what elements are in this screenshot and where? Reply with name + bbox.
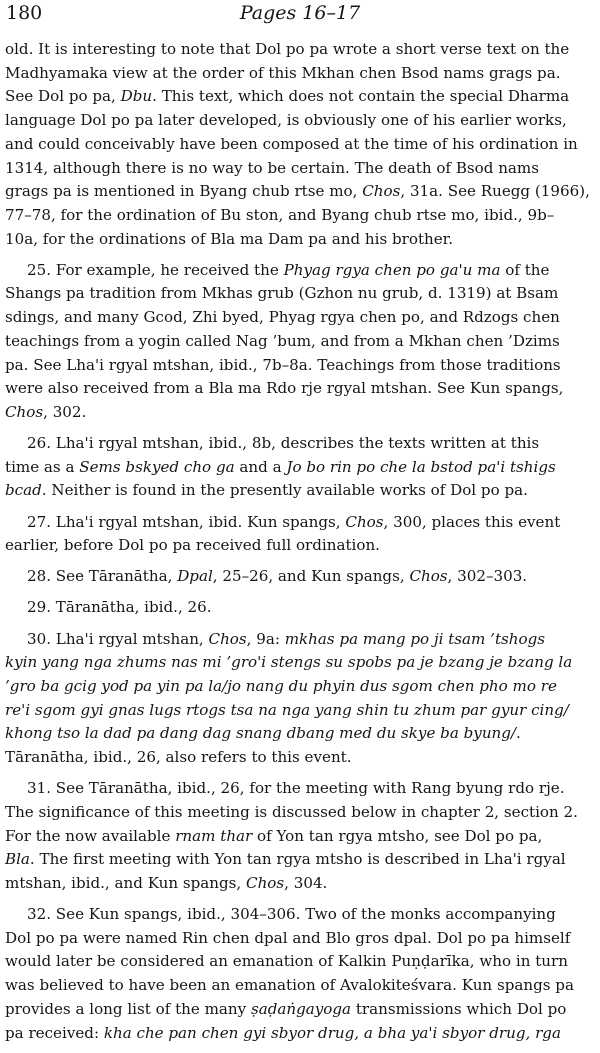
text-line <box>5 157 595 181</box>
text-line <box>5 927 595 951</box>
text-run: Madhyamaka view at the order of this Mkhan chen Bsod nams grags pa. <box>5 63 561 82</box>
text-line <box>5 950 595 974</box>
italic-text: Chos <box>409 567 448 586</box>
text-line <box>5 675 595 699</box>
endnote-paragraph <box>5 511 595 558</box>
page-number: 180 <box>6 2 43 24</box>
italic-text: khong tso la dad pa dang dag snang dbang med du skye ba byung/ <box>5 724 517 743</box>
text-run: and could conceivably have been composed at the time of his ordination in <box>5 134 578 153</box>
text-line <box>5 699 595 723</box>
text-run: , 302. <box>43 402 87 421</box>
text-run: . The first meeting with Yon tan rgya mtsho is described in Lha'i rgyal <box>29 850 566 869</box>
text-run: 10a, for the ordinations of Bla ma Dam pa and his brother. <box>5 229 454 248</box>
text-line <box>5 596 595 620</box>
text-run: were also received from a Bla ma Rdo rje rgyal mtshan. See Kun spangs, <box>5 379 564 398</box>
text-line <box>5 628 595 652</box>
text-run: , 304. <box>284 873 328 892</box>
endnote-paragraph <box>5 628 595 770</box>
text-run: , 31a. See Ruegg (1966), <box>400 182 590 201</box>
text-line <box>5 401 595 425</box>
italic-text: Chos <box>345 512 384 531</box>
text-line <box>5 85 595 109</box>
endnote-paragraph <box>5 259 595 425</box>
text-line <box>5 511 595 535</box>
text-line <box>5 722 595 746</box>
text-run: Dol po pa were named Rin chen dpal and Blo gros dpal. Dol po pa himself <box>5 928 571 947</box>
text-run: 27. Lha'i rgyal mtshan, ibid. Kun spangs, <box>27 512 346 531</box>
text-line <box>5 801 595 825</box>
running-head: Pages 16–17 <box>239 2 361 24</box>
page-header <box>0 0 600 32</box>
text-run: , 302–303. <box>447 567 528 586</box>
text-line <box>5 903 595 927</box>
endnote-paragraph <box>5 432 595 503</box>
text-run: 29. Tāranātha, ibid., 26. <box>27 598 212 617</box>
text-line <box>5 228 595 252</box>
text-line <box>5 180 595 204</box>
text-line <box>5 998 595 1022</box>
text-line <box>5 534 595 558</box>
italic-text: Chos <box>246 873 285 892</box>
text-run: time as a <box>5 457 80 476</box>
text-run: 28. See Tāranātha, <box>27 567 178 586</box>
text-line <box>5 354 595 378</box>
text-run: language Dol po pa later developed, is obviously one of his earlier works, <box>5 111 567 130</box>
italic-text: re'i sgom gyi gnas lugs rtogs tsa na nga yang shin tu zhum par gyur cing/ <box>5 700 569 719</box>
text-line <box>5 1022 595 1046</box>
text-line <box>5 825 595 849</box>
text-line <box>5 330 595 354</box>
endnote-paragraph <box>5 596 595 620</box>
text-run: was believed to have been an emanation of Avalokiteśvara. Kun spangs pa <box>5 976 574 995</box>
text-run: Tāranātha, ibid., 26, also refers to this event. <box>5 748 352 767</box>
text-run: , 300, places this event <box>383 512 561 531</box>
text-run: earlier, before Dol po pa received full ordination. <box>5 536 380 555</box>
italic-text: Bla <box>5 850 30 869</box>
text-run: pa received: <box>5 1023 104 1042</box>
text-run: would later be considered an emanation of Kalkin Puṇḍarīka, who in turn <box>5 952 568 971</box>
text-run: , 9a: <box>246 629 285 648</box>
text-line <box>5 872 595 896</box>
italic-text: Dpal <box>177 567 213 586</box>
text-run: 31. See Tāranātha, ibid., 26, for the meeting with Rang byung rdo rje. <box>27 779 565 798</box>
text-run: 26. Lha'i rgyal mtshan, ibid., 8b, describes the texts written at this <box>27 434 540 453</box>
text-run: Shangs pa tradition from Mkhas grub (Gzhon nu grub, d. 1319) at Bsam <box>5 284 559 303</box>
text-run: old. It is interesting to note that Dol po pa wrote a short verse text on the <box>5 40 570 58</box>
italic-text: mkhas pa mang po ji tsam ’tshogs <box>284 629 545 648</box>
text-run: mtshan, ibid., and Kun spangs, <box>5 873 247 892</box>
text-run: See Dol po pa, <box>5 87 121 106</box>
text-line <box>5 306 595 330</box>
endnote-paragraph <box>5 565 595 589</box>
text-line <box>5 377 595 401</box>
text-run: grags pa is mentioned in Byang chub rtse mo, <box>5 182 363 201</box>
italic-text: Chos <box>208 629 247 648</box>
text-run: . This text, which does not contain the special Dharma <box>152 87 570 106</box>
text-line <box>5 38 595 62</box>
text-run: pa. See Lha'i rgyal mtshan, ibid., 7b–8a. Teachings from those traditions <box>5 355 561 374</box>
italic-text: Phyag rgya chen po ga'u ma <box>283 260 501 279</box>
italic-text: Dbu <box>120 87 153 106</box>
text-line <box>5 133 595 157</box>
text-run: , 25–26, and Kun spangs, <box>212 567 410 586</box>
text-run: 25. For example, he received the <box>27 260 284 279</box>
text-run: provides a long list of the many <box>5 999 251 1018</box>
text-run: 32. See Kun spangs, ibid., 304–306. Two of the monks accompanying <box>27 905 556 924</box>
text-line <box>5 282 595 306</box>
text-run: For the now available <box>5 826 176 845</box>
text-run: teachings from a yogin called Nag ’bum, and from a Mkhan chen ’Dzims <box>5 331 560 350</box>
text-line <box>5 777 595 801</box>
italic-text: kha che pan chen gyi sbyor drug, a bha ya'i sbyor drug, rga <box>103 1023 561 1042</box>
text-run: and a <box>234 457 287 476</box>
endnote-paragraph <box>5 38 595 251</box>
text-run: The significance of this meeting is discussed below in chapter 2, section 2. <box>5 802 578 821</box>
italic-text: Sems bskyed cho ga <box>79 457 235 476</box>
text-line <box>5 746 595 770</box>
text-line <box>5 565 595 589</box>
text-line <box>5 432 595 456</box>
italic-text: Chos <box>362 182 401 201</box>
italic-text: Chos <box>5 402 44 421</box>
italic-text: bcad <box>5 481 42 500</box>
endnote-paragraph <box>5 903 595 1045</box>
endnotes-body <box>5 38 595 1053</box>
text-line <box>5 479 595 503</box>
text-run: of Yon tan rgya mtsho, see Dol po pa, <box>252 826 543 845</box>
text-line <box>5 109 595 133</box>
text-run: sdings, and many Gcod, Zhi byed, Phyag rgya chen po, and Rdzogs chen <box>5 308 560 327</box>
text-run: . Neither is found in the presently available works of Dol po pa. <box>41 481 528 500</box>
text-run: 30. Lha'i rgyal mtshan, <box>27 629 209 648</box>
text-run: of the <box>500 260 550 279</box>
text-run: transmissions which Dol po <box>351 999 567 1018</box>
italic-text: Jo bo rin po che la bstod pa'i tshigs <box>286 457 556 476</box>
text-line <box>5 204 595 228</box>
text-line <box>5 848 595 872</box>
italic-text: ’gro ba gcig yod pa yin pa la/jo nang du phyin dus sgom chen pho mo re <box>5 676 557 695</box>
italic-text: ṣaḍaṅgayoga <box>250 999 352 1018</box>
italic-text: kyin yang nga zhums nas mi ’gro'i stengs su spobs pa je bzang je bzang la <box>5 653 573 672</box>
text-line <box>5 974 595 998</box>
text-line <box>5 62 595 86</box>
endnote-paragraph <box>5 777 595 896</box>
text-line <box>5 259 595 283</box>
text-line <box>5 651 595 675</box>
text-run: 77–78, for the ordination of Bu ston, and Byang chub rtse mo, ibid., 9b– <box>5 205 555 224</box>
text-run: . <box>516 724 521 743</box>
text-run: 1314, although there is no way to be certain. The death of Bsod nams <box>5 158 539 177</box>
text-line <box>5 456 595 480</box>
italic-text: rnam thar <box>175 826 253 845</box>
